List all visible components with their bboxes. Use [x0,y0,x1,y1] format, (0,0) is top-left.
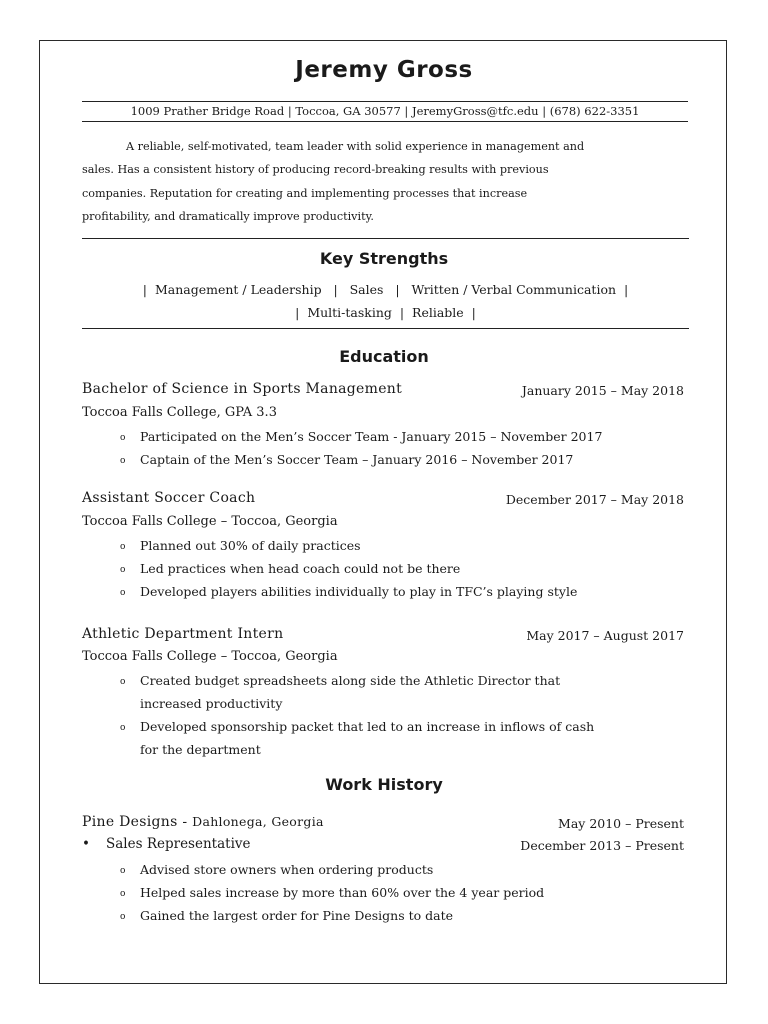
list-item-text: Helped sales increase by more than 60% over the 4 year period [140,885,545,900]
bullet-icon: • [82,836,90,852]
resume-page [39,40,727,984]
entry-dates: May 2017 – August 2017 [526,628,684,643]
circle-bullet-icon: o [120,565,126,575]
list-item-text: Developed players abilities individually to play in TFC’s playing style [140,584,578,599]
entry-dates: December 2017 – May 2018 [505,492,684,507]
circle-bullet-icon: o [120,542,126,552]
entry-title: Assistant Soccer Coach [82,490,256,506]
circle-bullet-icon: o [120,866,126,876]
entry-org: Toccoa Falls College – Toccoa, Georgia [82,649,338,664]
entry-org: Toccoa Falls College – Toccoa, Georgia [82,514,338,529]
list-item-text: Led practices when head coach could not be there [140,561,461,576]
company-name: Pine Designs - [82,814,193,830]
entry-title: Athletic Department Intern [82,626,284,642]
role-line [82,836,251,852]
divider [82,328,689,329]
education-heading: Education [339,347,429,366]
list-item-text: Participated on the Men’s Soccer Team - January 2015 – November 2017 [140,429,603,444]
list-item [120,862,433,877]
circle-bullet-icon: o [120,433,126,443]
list-item [120,885,544,900]
company-line [82,814,324,830]
entry-title: Bachelor of Science in Sports Management [82,381,403,397]
list-item [120,673,560,688]
resume-name: Jeremy Gross [295,57,473,83]
divider [82,238,689,239]
list-item [120,429,602,444]
list-item-text: Created budget spreadsheets along side the Athletic Director that [140,673,561,688]
list-item [120,908,453,923]
company-location: Dahlonega, Georgia [192,814,324,829]
list-item [120,584,577,599]
list-item-text: Gained the largest order for Pine Designs to date [140,908,453,923]
key-strengths-heading: Key Strengths [319,249,449,268]
summary-line: profitability, and dramatically improve productivity. [82,209,374,223]
circle-bullet-icon: o [120,723,126,733]
list-item-text: Planned out 30% of daily practices [140,538,361,553]
circle-bullet-icon: o [120,912,126,922]
circle-bullet-icon: o [120,588,126,598]
entry-dates: January 2015 – May 2018 [521,383,684,398]
list-item [120,452,573,467]
list-item-text: Developed sponsorship packet that led to an increase in inflows of cash [140,719,595,734]
strengths-line: | Multi-tasking | Reliable | [295,305,476,320]
circle-bullet-icon: o [120,456,126,466]
list-item [120,719,594,734]
list-item [120,561,460,576]
role-title: Sales Representative [106,836,251,852]
summary-line: sales. Has a consistent history of producing record-breaking results with previous [82,163,549,177]
circle-bullet-icon: o [120,889,126,899]
summary-paragraph [82,135,692,228]
summary-line: A reliable, self-motivated, team leader with solid experience in management and [126,140,585,153]
list-item-text: Captain of the Men’s Soccer Team – January 2016 – November 2017 [140,452,574,467]
circle-bullet-icon: o [120,677,126,687]
summary-line: companies. Reputation for creating and implementing processes that increase [82,186,528,200]
strengths-line: | Management / Leadership | Sales | Written / Verbal Communication | [142,282,629,297]
contact-line: 1009 Prather Bridge Road | Toccoa, GA 30577 | JeremyGross@tfc.edu | (678) 622-3351 [82,101,688,122]
list-item [120,538,361,553]
list-item-continuation: for the department [140,742,261,757]
list-item-continuation: increased productivity [140,696,283,711]
list-item-text: Advised store owners when ordering products [140,862,434,877]
role-dates: December 2013 – Present [520,838,684,853]
company-dates: May 2010 – Present [558,816,684,831]
entry-org: Toccoa Falls College, GPA 3.3 [82,405,277,420]
work-history-heading: Work History [325,775,443,794]
